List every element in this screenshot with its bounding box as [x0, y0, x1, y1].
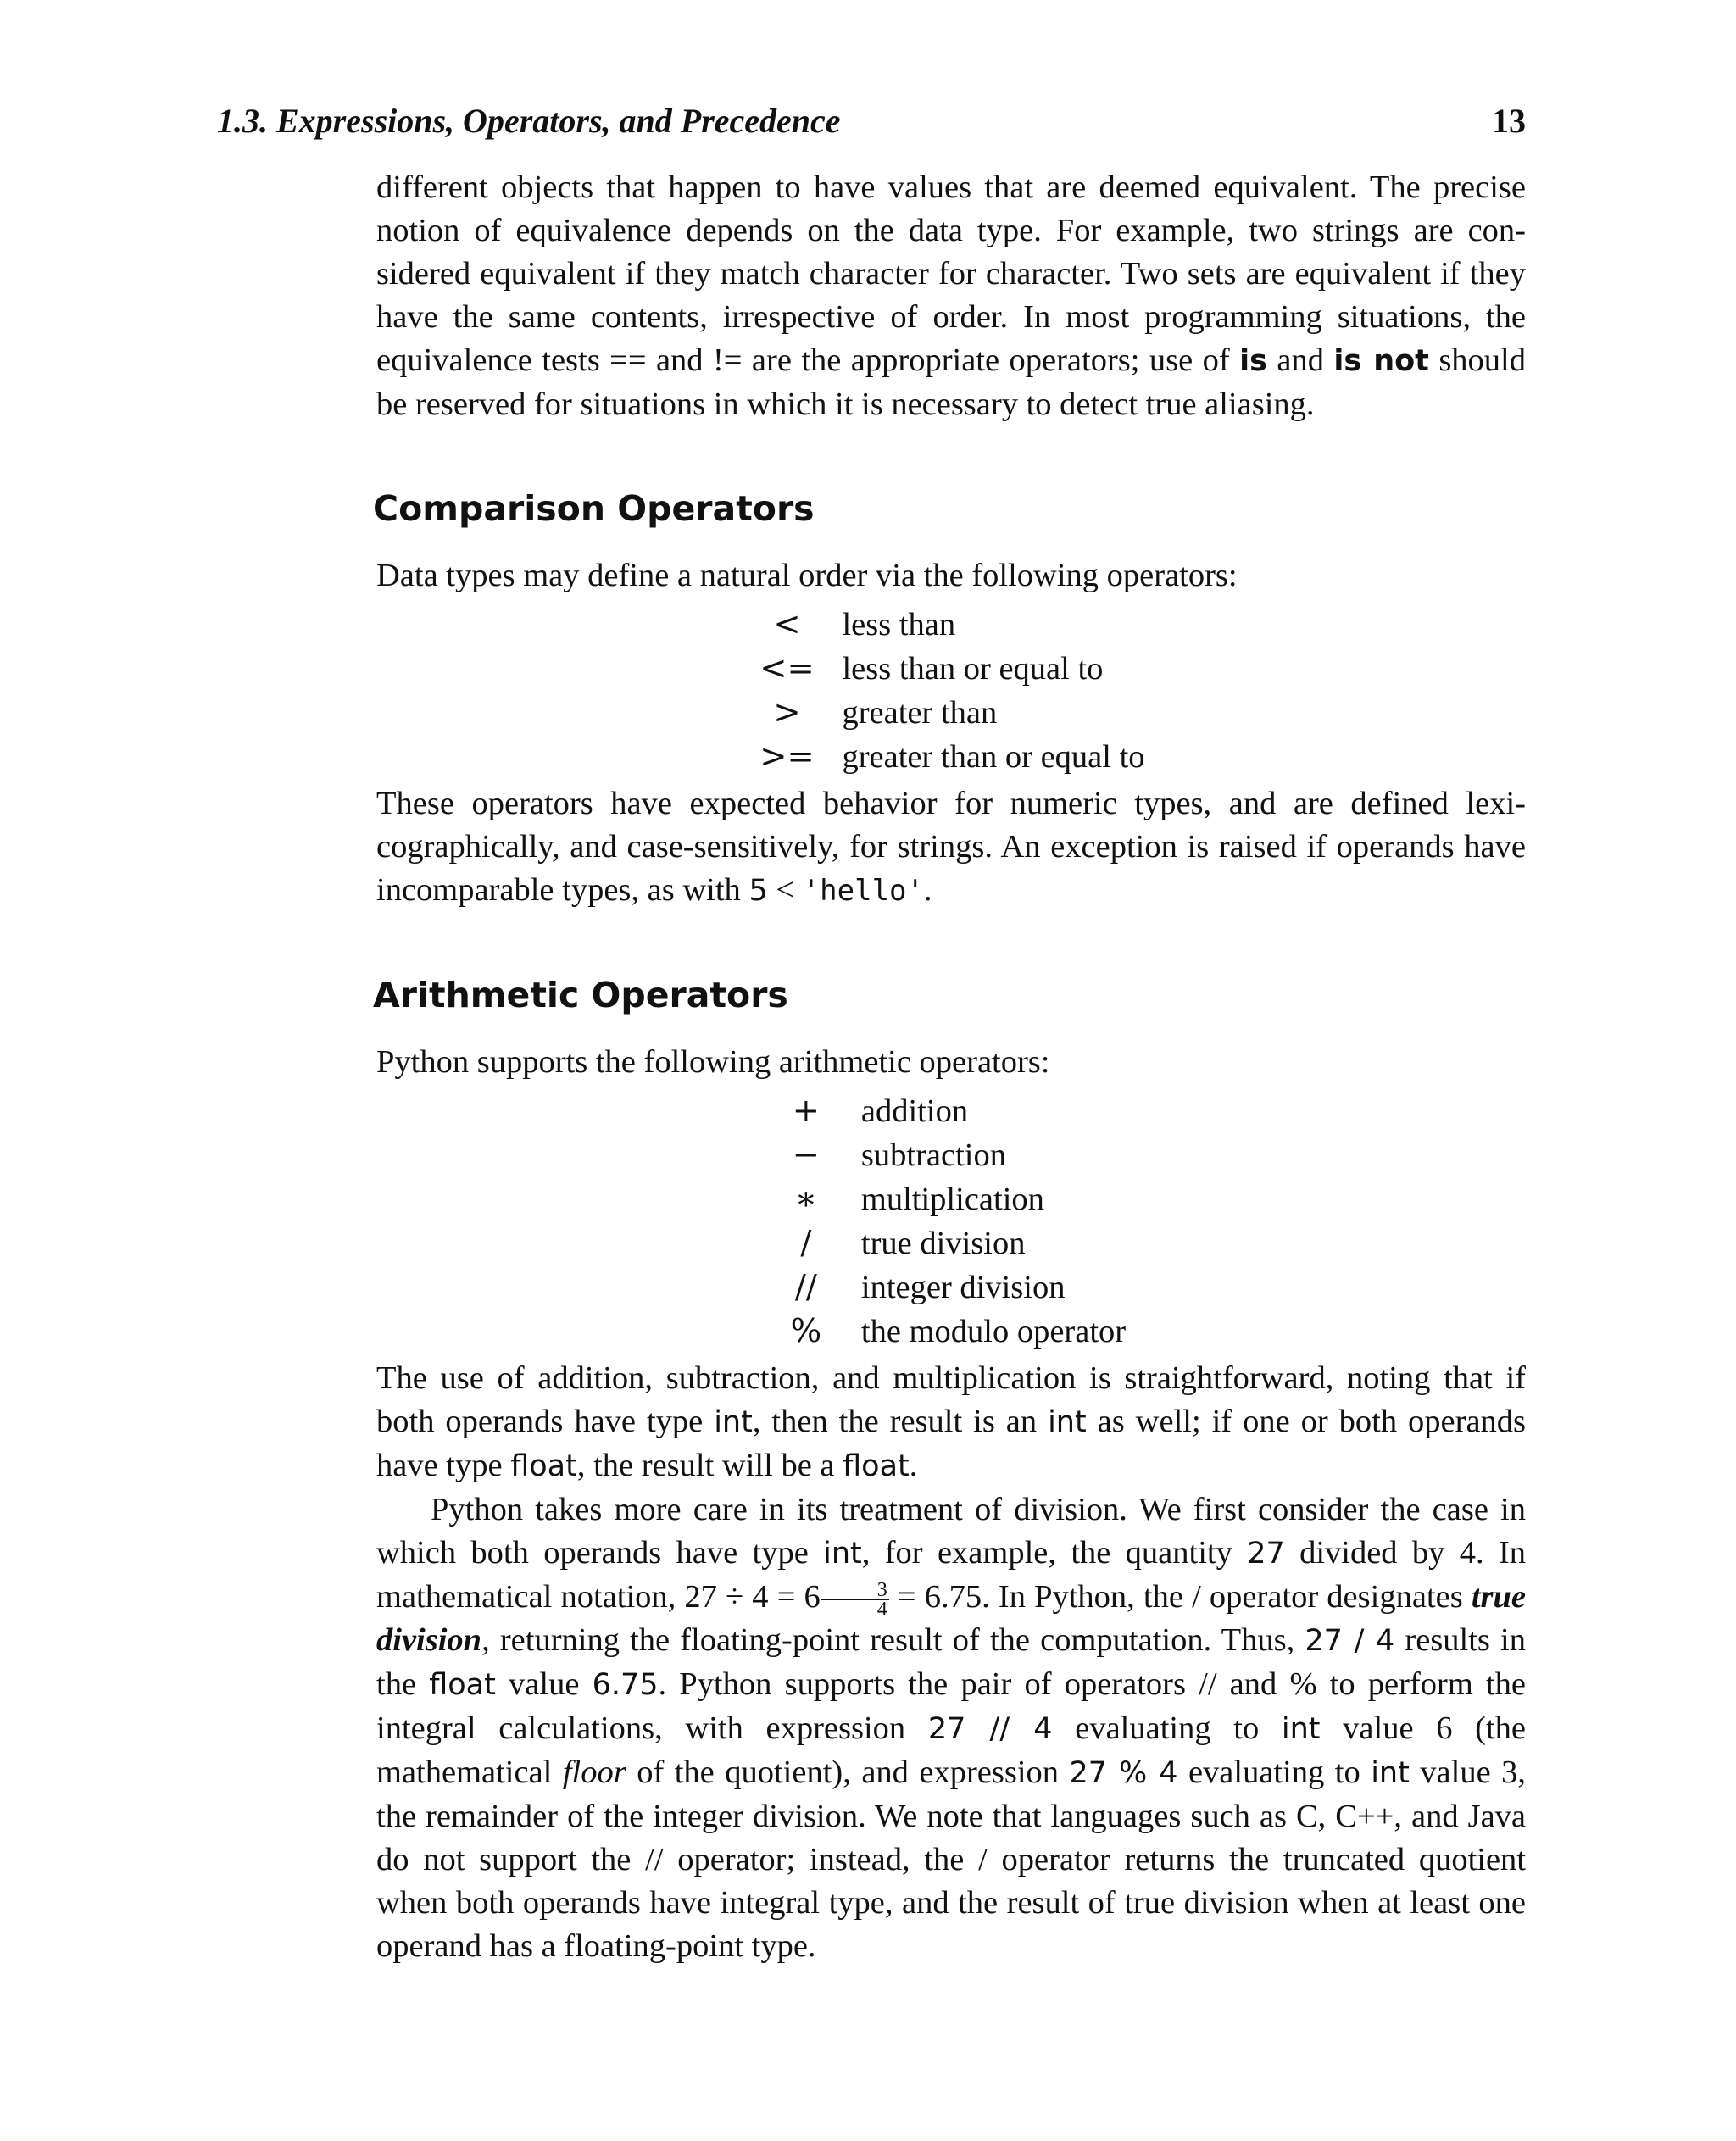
operator-description: greater than or equal to [842, 739, 1145, 775]
operator-description: subtraction [860, 1137, 1006, 1173]
intro-text-3: should be reserved for situations in which it is necessary to detect true aliasing. [376, 342, 1527, 422]
text-run: value 6 (the mathematical [376, 1710, 1526, 1790]
operator-symbol: + [792, 1092, 821, 1130]
text-run: value 3, the remainder of the integer division. We note that languages such as C, C++, and Java do not support the // operator; instead, the / operator returns the truncated quotient when both operands have integral type, and the result of true division when at least one operand has a floating-point type. [376, 1755, 1527, 1964]
text-run: Python takes more care in its treatment of division. We first consider the case in which both operands have type [376, 1492, 1526, 1571]
intro-paragraph [376, 166, 1526, 426]
operator-symbol: < [773, 605, 801, 643]
text-run: divided by [1284, 1535, 1460, 1571]
type-float: float [843, 1449, 910, 1483]
operator-symbol: − [792, 1136, 821, 1174]
arithmetic-heading: Arithmetic Operators [373, 975, 788, 1015]
operator-row [757, 691, 1144, 735]
code-expression: 27 // 4 [927, 1712, 1053, 1746]
text-run: results in the [376, 1622, 1526, 1702]
comparison-heading: Comparison Operators [373, 488, 815, 529]
operator-symbol: / [800, 1224, 812, 1262]
intro-text-1: different objects that happen to have values that are deemed equivalent. The precise notion of equivalence depends on the data type. For example, two strings are considered equivalent if they match character for character. Two sets are equivalent if they have the same contents, irrespective of order. In most programming situations, the equivalence tests == and != are the appropriate operators; use of [376, 170, 1526, 378]
type-int: int [1371, 1756, 1410, 1790]
operator-symbol: <= [760, 649, 815, 687]
operator-row [757, 735, 1144, 779]
page-number: 13 [1492, 102, 1526, 140]
operator-row [776, 1310, 1126, 1354]
type-int: int [714, 1405, 753, 1439]
text-run: . In mathematical notation, 27 ÷ 4 = 6 [376, 1535, 1527, 1615]
intro-text-2: and [1266, 342, 1334, 378]
text-run: , for example, the quantity [861, 1535, 1248, 1571]
operator-description: the modulo operator [860, 1314, 1127, 1349]
text-run: . [909, 1448, 918, 1483]
arithmetic-paragraph-1 [376, 1357, 1526, 1488]
text-run: evaluating to [1052, 1710, 1282, 1746]
arithmetic-paragraph-2 [376, 1488, 1526, 1968]
term-true-division: true division [376, 1579, 1526, 1658]
type-int: int [823, 1537, 862, 1571]
keyword-is-not: is not [1333, 344, 1429, 378]
operator-symbol: > [773, 693, 801, 731]
text-run: , the result will be a [576, 1448, 843, 1483]
term-floor: floor [562, 1755, 626, 1790]
example-number: 5 [748, 874, 768, 908]
operator-description: less than or equal to [842, 651, 1104, 687]
comparison-after-text: These operators have expected behavior for numeric types, and are defined lexicographically, and case-sensitively, for strings. An exception is raised if operands have incomparable types, as with [376, 786, 1526, 908]
text-run: of the quotient), and expression [626, 1755, 1070, 1790]
operator-symbol: ∗ [794, 1180, 817, 1218]
text-run: The use of addition, subtraction, and multiplication is straightforward, noting that if both operands have type [376, 1360, 1526, 1439]
example-operator: < [767, 872, 803, 908]
type-float: float [510, 1449, 577, 1483]
operator-row [757, 647, 1144, 691]
comparison-intro: Data types may define a natural order via the following operators: [376, 558, 1238, 593]
text-run: = 6.75. In Python, the / operator designates [888, 1579, 1472, 1615]
arithmetic-operator-table [776, 1089, 1126, 1354]
operator-row [776, 1265, 1126, 1310]
text-run: , then the result is an [752, 1404, 1049, 1439]
fraction-denominator: 4 [876, 1598, 887, 1621]
number-literal: 4 [1459, 1535, 1476, 1571]
text-run: value [495, 1666, 593, 1702]
operator-description: greater than [842, 695, 998, 731]
type-int: int [1281, 1712, 1321, 1746]
operator-description: integer division [860, 1270, 1066, 1305]
comparison-operator-table [757, 603, 1144, 779]
section-title: 1.3. Expressions, Operators, and Precedence [217, 102, 841, 140]
text-run: , returning the floating-point result of the computation. Thus, [481, 1622, 1305, 1658]
keyword-is: is [1239, 344, 1267, 378]
text-run: as well; if one or both operands have type [376, 1404, 1527, 1483]
operator-row [776, 1089, 1126, 1133]
example-string: 'hello' [802, 874, 924, 908]
comparison-after-end: . [923, 872, 932, 908]
operator-row [776, 1133, 1126, 1177]
operator-row [757, 603, 1144, 647]
fraction [821, 1578, 889, 1621]
text-run: evaluating to [1177, 1755, 1372, 1790]
comparison-explanation [376, 782, 1526, 913]
code-expression: 27 / 4 [1305, 1624, 1395, 1658]
running-head [217, 100, 1526, 142]
operator-description: less than [842, 607, 956, 642]
page-body [373, 166, 1527, 1968]
type-float: float [429, 1668, 496, 1702]
operator-row [776, 1221, 1126, 1265]
operator-description: addition [860, 1093, 969, 1129]
operator-description: true division [860, 1226, 1026, 1261]
text-run: . Python supports the pair of operators // and % to perform the integral calculations, with expression [376, 1666, 1526, 1746]
code-value: 6.75 [592, 1668, 659, 1702]
operator-symbol: >= [760, 737, 815, 776]
code-expression: 27 % 4 [1069, 1756, 1178, 1790]
number-literal: 27 [1247, 1537, 1285, 1571]
arithmetic-intro: Python supports the following arithmetic operators: [376, 1044, 1050, 1080]
operator-description: multiplication [860, 1182, 1044, 1217]
operator-symbol: % [790, 1312, 822, 1350]
fraction-numerator: 3 [821, 1581, 889, 1600]
type-int: int [1048, 1405, 1087, 1439]
operator-symbol: // [794, 1268, 817, 1306]
operator-row [776, 1177, 1126, 1221]
